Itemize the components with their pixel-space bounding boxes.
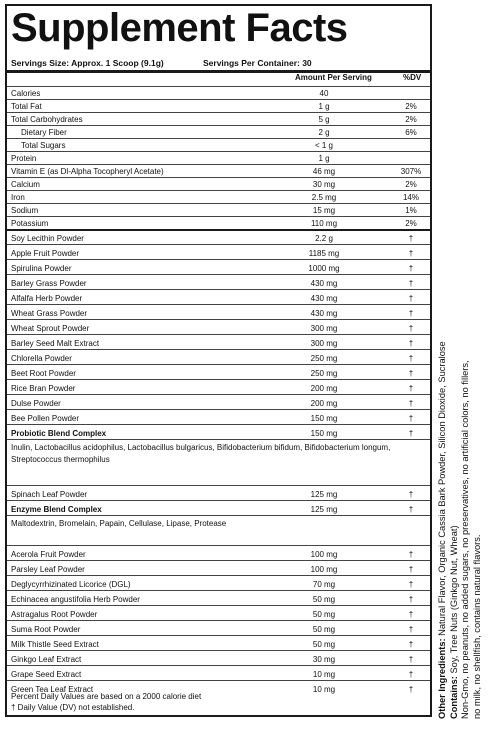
nutrient-dv: † [408,429,414,438]
nutrient-dv: 1% [405,206,417,215]
nutrient-amount: 1000 mg [308,264,340,273]
footnote-dv: † Daily Value (DV) not established. [11,703,135,712]
nutrient-amount: 2 g [318,128,330,137]
nutrient-name: Beet Root Powder [11,369,76,378]
panel-title: Supplement Facts [11,6,348,50]
footnote-calorie: Percent Daily Values are based on a 2000 calorie diet [11,692,202,701]
blend-ingredients-note [7,515,430,545]
fact-row [7,216,430,229]
amount-header: Amount Per Serving [295,73,372,82]
nutrient-dv: 2% [405,115,417,124]
fact-row [7,125,430,138]
fact-row [7,259,430,274]
nutrient-dv: † [408,490,414,499]
nutrient-amount: 46 mg [312,167,336,176]
nutrient-name: Potassium [11,219,49,228]
nutrient-dv: † [408,655,414,664]
fact-row [7,394,430,409]
nutrient-name: Astragalus Root Powder [11,610,98,619]
nutrient-amount: 150 mg [310,414,338,423]
fact-row [7,560,430,575]
fact-row [7,289,430,304]
fact-row [7,349,430,364]
nutrient-name: Protein [11,154,37,163]
note-text: Maltodextrin, Bromelain, Papain, Cellulase, Lipase, Protease [11,519,227,528]
nutrient-dv: 307% [400,167,422,176]
nutrient-amount: 50 mg [312,610,336,619]
nutrient-dv: † [408,550,414,559]
nutrient-dv: 2% [405,219,417,228]
fact-row [7,364,430,379]
nutrient-dv: † [408,234,414,243]
blend-ingredients-note [7,439,430,485]
nutrient-amount: 110 mg [310,219,338,228]
nutrient-name: Dulse Powder [11,399,61,408]
fact-row [7,485,430,500]
fact-row [7,409,430,424]
nutrient-dv: † [408,384,414,393]
nutrient-amount: 250 mg [310,354,338,363]
nutrient-name: Echinacea angustifolia Herb Powder [11,595,140,604]
nutrient-amount: 30 mg [312,655,336,664]
nutrient-amount: 100 mg [310,565,338,574]
fact-row [7,575,430,590]
nutrient-name: Bee Pollen Powder [11,414,80,423]
fact-row [7,545,430,560]
nutrient-amount: 40 [319,89,329,98]
fact-row [7,605,430,620]
nutrient-name: Green Tea Leaf Extract [11,685,94,694]
nutrient-dv: † [408,505,414,514]
nutrient-amount: 50 mg [312,625,336,634]
other-ingredients-label: Other Ingredients: [437,638,447,719]
fact-row [7,635,430,650]
nutrient-name: Soy Lecithin Powder [11,234,84,243]
column-header [7,73,430,85]
nutrient-name: Wheat Sprout Powder [11,324,90,333]
fact-row [7,665,430,680]
fact-row [7,304,430,319]
nutrient-name: Milk Thistle Seed Extract [11,640,99,649]
nutrient-amount: 125 mg [310,490,338,499]
nutrient-name: Ginkgo Leaf Extract [11,655,82,664]
nutrient-amount: 125 mg [310,505,338,514]
fact-row [7,203,430,216]
fact-row [7,190,430,203]
nutrient-name: Calcium [11,180,40,189]
nutrient-name: Probiotic Blend Complex [11,429,107,438]
fact-row [7,590,430,605]
contains-label: Contains: [448,676,459,719]
fact-row [7,244,430,259]
nutrient-amount: 30 mg [312,180,336,189]
nutrient-dv: † [408,670,414,679]
nutrient-name: Vitamin E (as Dl-Alpha Tocopheryl Acetate) [11,167,164,176]
nutrient-name: Suma Root Powder [11,625,81,634]
nutrient-amount: 150 mg [310,429,338,438]
supplement-facts-panel [5,4,432,717]
nutrient-name: Enzyme Blend Complex [11,505,102,514]
serving-size: Servings Size: Approx. 1 Scoop (9.1g) [11,58,164,68]
nutrient-dv: 14% [402,193,419,202]
nutrient-dv: 2% [405,102,417,111]
nutrient-dv: † [408,354,414,363]
nutrient-name: Apple Fruit Powder [11,249,80,258]
fact-row [7,650,430,665]
nutrient-name: Grape Seed Extract [11,670,82,679]
dv-header: %DV [403,73,422,82]
nutrient-dv: † [408,294,414,303]
nutrient-name: Total Fat [11,102,42,111]
facts-table [7,86,430,695]
nutrient-dv: † [408,339,414,348]
fact-row [7,99,430,112]
nutrient-name: Barley Seed Malt Extract [11,339,100,348]
fact-row [7,620,430,635]
nutrient-dv: † [408,625,414,634]
nutrient-name: Dietary Fiber [21,128,67,137]
nutrient-name: Chlorella Powder [11,354,72,363]
nutrient-dv: 2% [405,180,417,189]
nutrient-name: Spinach Leaf Powder [11,490,88,499]
nutrient-name: Spirulina Powder [11,264,72,273]
claims-line-1: Non-Gmo, no peanuts, no added sugars, no preservatives, no artificial colors, no fillers, [460,360,470,719]
nutrient-dv: † [408,324,414,333]
nutrient-amount: 100 mg [310,550,338,559]
nutrient-name: Total Sugars [21,141,66,150]
nutrient-amount: 1185 mg [308,249,340,258]
fact-row [7,500,430,515]
fact-row [7,319,430,334]
fact-row [7,86,430,99]
nutrient-dv: † [408,685,414,694]
nutrient-amount: 70 mg [312,580,336,589]
nutrient-name: Parsley Leaf Powder [11,565,85,574]
nutrient-amount: 5 g [318,115,330,124]
nutrient-dv: 6% [405,128,417,137]
nutrient-dv: † [408,309,414,318]
nutrient-dv: † [408,264,414,273]
nutrient-name: Rice Bran Powder [11,384,76,393]
nutrient-dv: † [408,580,414,589]
nutrient-amount: 1 g [318,154,330,163]
nutrient-dv: † [408,640,414,649]
claims-line-2: no milk, no shellfish, contains natural flavors. [471,534,482,719]
nutrient-amount: 300 mg [310,339,338,348]
fact-row [7,229,430,244]
nutrient-amount: 10 mg [312,685,336,694]
nutrient-dv: † [408,369,414,378]
nutrient-name: Barley Grass Powder [11,279,87,288]
nutrient-dv: † [408,279,414,288]
nutrient-amount: 2.5 mg [311,193,337,202]
nutrient-name: Calories [11,89,41,98]
footnotes [11,691,201,713]
fact-row [7,138,430,151]
side-ingredients [437,9,483,719]
fact-row [7,379,430,394]
nutrient-amount: 50 mg [312,640,336,649]
nutrient-dv: † [408,414,414,423]
nutrient-dv: † [408,249,414,258]
other-ingredients-text: Natural Flavor, Organic Cassia Bark Powder, Silicon Dioxide, Sucralose [437,341,447,639]
nutrient-amount: 15 mg [312,206,336,215]
nutrient-name: Sodium [11,206,39,215]
nutrient-amount: 430 mg [310,309,338,318]
nutrient-dv: † [408,610,414,619]
nutrient-dv: † [408,595,414,604]
nutrient-dv: † [408,399,414,408]
nutrient-amount: 430 mg [310,279,338,288]
nutrient-name: Total Carbohydrates [11,115,83,124]
fact-row [7,151,430,164]
nutrient-amount: 300 mg [310,324,338,333]
fact-row [7,424,430,439]
nutrient-amount: 10 mg [312,670,336,679]
nutrient-name: Iron [11,193,25,202]
nutrient-amount: 2.2 g [315,234,333,243]
nutrient-amount: 200 mg [310,384,338,393]
nutrient-amount: 50 mg [312,595,336,604]
nutrient-amount: < 1 g [314,141,333,150]
servings-per-container: Servings Per Container: 30 [203,58,312,68]
contains-text: Soy, Tree Nuts (Ginkgo Nut, Wheat) [448,525,459,677]
nutrient-amount: 200 mg [310,399,338,408]
nutrient-name: Acerola Fruit Powder [11,550,86,559]
fact-row [7,112,430,125]
nutrient-dv: † [408,565,414,574]
nutrient-amount: 430 mg [310,294,338,303]
fact-row [7,177,430,190]
nutrient-name: Deglycyrrhizinated Licorice (DGL) [11,580,131,589]
fact-row [7,274,430,289]
nutrient-name: Wheat Grass Powder [11,309,88,318]
nutrient-amount: 250 mg [310,369,338,378]
fact-row [7,164,430,177]
fact-row [7,334,430,349]
note-text: Inulin, Lactobacillus acidophilus, Lactobacillus bulgaricus, Bifidobacterium bifidum, Bifidobacterium longum, Streptococcus thermophilus [11,443,391,464]
nutrient-amount: 1 g [318,102,330,111]
nutrient-name: Alfalfa Herb Powder [11,294,83,303]
